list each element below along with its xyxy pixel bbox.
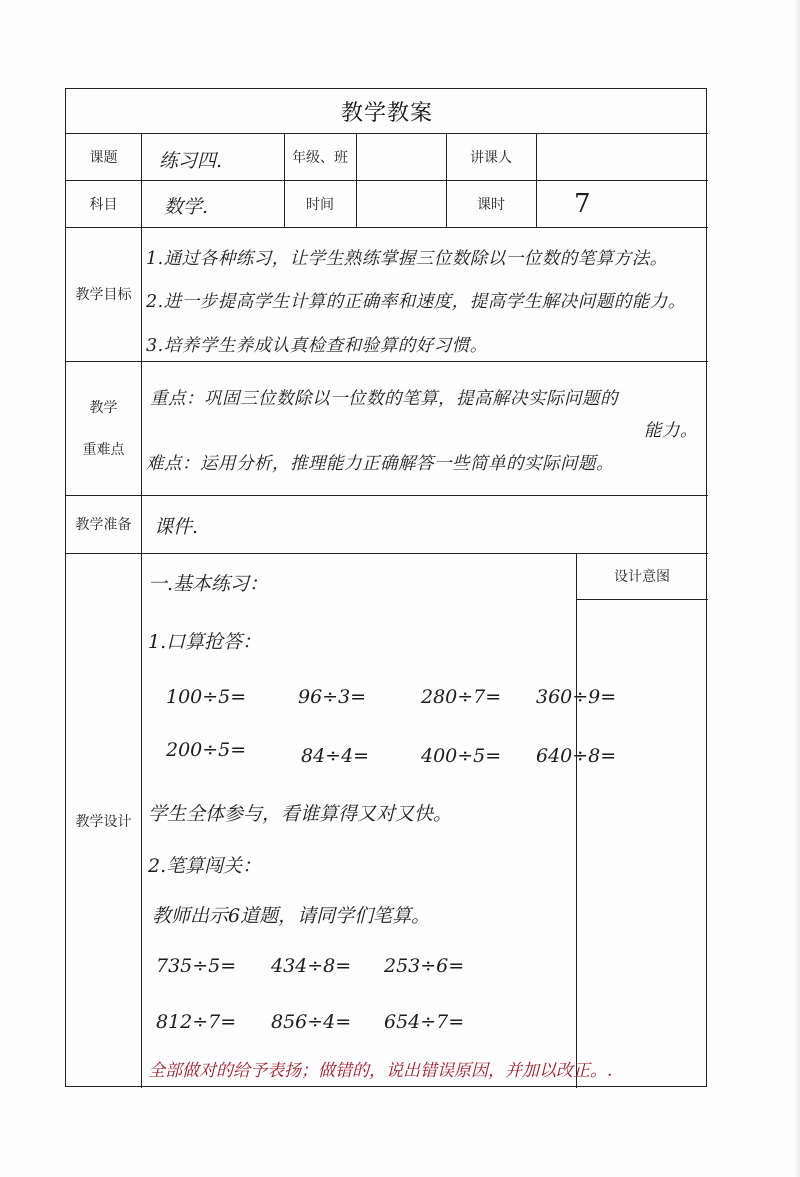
oral-question: 84÷4= <box>301 745 370 767</box>
key-points-label-line2: 重难点 <box>82 442 125 458</box>
objective-item: 3.培养学生养成认真检查和验算的好习惯。 <box>146 336 488 356</box>
subject-value: 数学. <box>164 196 209 218</box>
written-question: 434÷8= <box>271 955 352 977</box>
preparation-value: 课件. <box>154 516 199 538</box>
written-question: 856÷4= <box>271 1011 352 1033</box>
topic-value: 练习四. <box>159 150 223 172</box>
oral-note: 学生全体参与，看谁算得又对又快。 <box>148 803 453 825</box>
written-calc-title: 2.笔算闯关： <box>148 855 262 877</box>
section1-title: 一.基本练习： <box>148 573 269 595</box>
time-value <box>356 180 446 227</box>
topic-label: 课题 <box>89 149 118 166</box>
oral-question: 280÷7= <box>421 686 502 708</box>
objective-item: 2.进一步提高学生计算的正确率和速度，提高学生解决问题的能力。 <box>146 292 686 312</box>
divider <box>576 553 577 1088</box>
divider <box>66 361 708 362</box>
key-points-label <box>66 361 141 495</box>
key-points-label-line1: 教学 <box>89 400 118 416</box>
divider <box>66 495 708 496</box>
oral-question: 100÷5= <box>166 686 247 708</box>
time-label: 时间 <box>306 196 334 213</box>
key-focus: 重点：巩固三位数除以一位数的笔算，提高解决实际问题的 <box>150 389 618 409</box>
design-intent-header: 设计意图 <box>614 569 670 585</box>
written-question: 812÷7= <box>156 1011 237 1033</box>
grade-value <box>356 133 446 180</box>
subject-label: 科目 <box>89 196 118 213</box>
objective-item: 1.通过各种练习，让学生熟练掌握三位数除以一位数的笔算方法。 <box>146 249 668 269</box>
teacher-value <box>536 133 708 180</box>
oral-question: 200÷5= <box>166 739 247 761</box>
written-question: 654÷7= <box>384 1011 465 1033</box>
period-value: 7 <box>574 189 591 219</box>
design-label: 教学设计 <box>75 813 132 830</box>
written-note: 教师出示6道题，请同学们笔算。 <box>152 905 431 927</box>
document-title: 教学教案 <box>340 101 433 126</box>
divider <box>66 227 708 228</box>
written-question: 253÷6= <box>384 955 465 977</box>
key-difficulty: 难点：运用分析，推理能力正确解答一些简单的实际问题。 <box>146 454 614 474</box>
oral-question: 640÷8= <box>536 745 617 767</box>
oral-question: 360÷9= <box>536 686 617 708</box>
oral-question: 96÷3= <box>298 686 367 708</box>
preparation-label: 教学准备 <box>75 517 132 533</box>
closing-note: 全部做对的给予表扬；做错的，说出错误原因，并加以改正。. <box>148 1061 613 1081</box>
lesson-plan-table <box>65 88 707 1087</box>
divider <box>576 599 708 600</box>
divider <box>141 133 142 1088</box>
oral-question: 400÷5= <box>421 745 502 767</box>
oral-calc-title: 1.口算抢答： <box>148 631 262 653</box>
objectives-label: 教学目标 <box>75 287 132 303</box>
key-focus-cont: 能力。 <box>644 421 698 441</box>
period-label: 课时 <box>477 196 505 213</box>
written-question: 735÷5= <box>156 955 237 977</box>
grade-label: 年级、班 <box>292 149 348 166</box>
page-edge <box>794 0 800 1177</box>
teacher-label: 讲课人 <box>470 149 512 166</box>
